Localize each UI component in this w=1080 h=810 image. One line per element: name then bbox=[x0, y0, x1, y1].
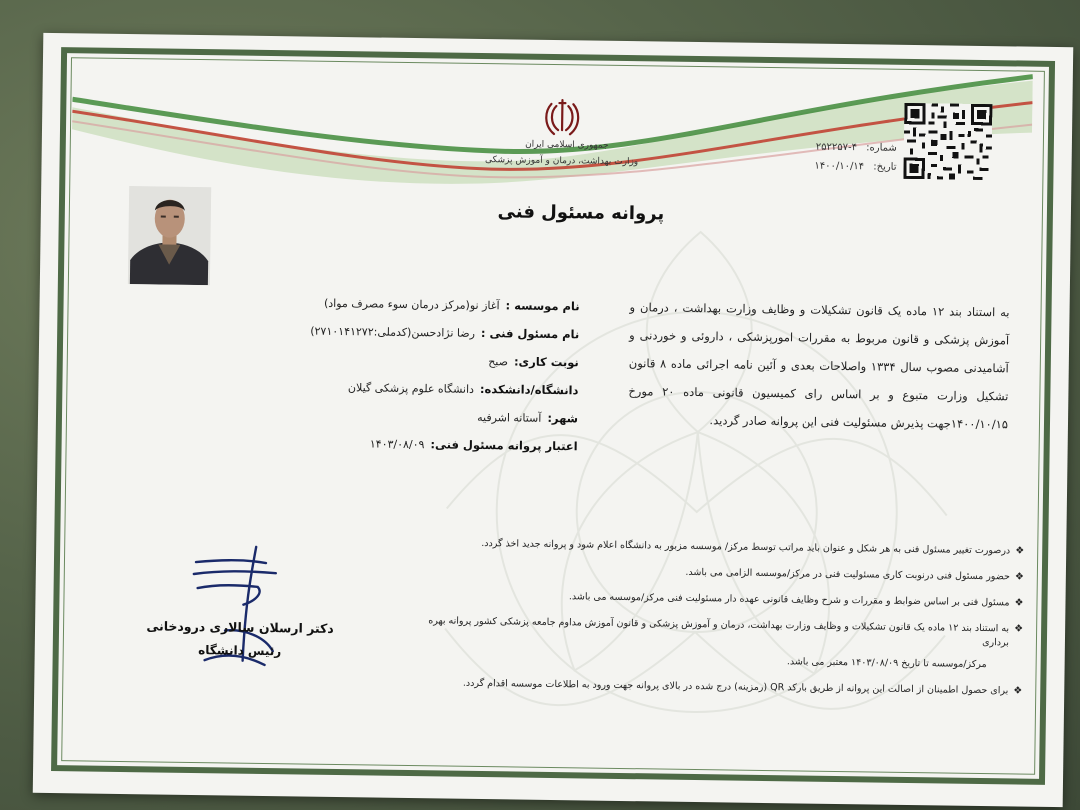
info-value: صبح bbox=[488, 355, 509, 369]
notes-list bbox=[412, 536, 1024, 711]
info-value: ۱۴۰۳/۰۸/۰۹ bbox=[369, 437, 425, 452]
number-value: ۴-۲۵۲۲۵۷ bbox=[815, 141, 858, 154]
note-continuation: مرکز/موسسه تا تاریخ ۱۴۰۳/۰۸/۰۹ معتبر می باشد. bbox=[786, 656, 987, 671]
qr-code bbox=[903, 103, 992, 180]
institution-row bbox=[307, 289, 579, 321]
license-document bbox=[33, 33, 1074, 807]
info-label: نوبت کاری: bbox=[513, 354, 579, 370]
info-value: آستانه اشرفیه bbox=[477, 410, 542, 425]
technical-manager-row bbox=[307, 317, 579, 349]
info-value: رضا نژادحسن(کدملی:۲۷۱۰۱۴۱۲۷۲) bbox=[310, 324, 476, 340]
note-item: ❖ برای حصول اطمینان از اصالت این پروانه از طریق بارکد QR (رمزینه) درج شده در بالای پروانه جهت ورود به اطلاعات موسسه اقدام گردد. bbox=[462, 677, 1023, 697]
reference-info bbox=[814, 142, 897, 181]
license-body-text: به استناد بند ۱۲ ماده یک قانون تشکیلات و وظایف وزارت بهداشت ، درمان و آموزش پزشکی و قانون مربوط به مقررات امورپزشکی ، داروئی و خوردنی و آشامیدنی مصوب سال ۱۳۳۴ واصلاحات بعدی و آئین نامه اجرائی ماده ۸ قانون تشکیل وزارت متبوع و بر اساس رای کمیسیون قانونی ماده ۲۰ مورخ ۱۴۰۰/۱۰/۱۵جهت پذیرش مسئولیت فنی این پروانه صادر گردید. bbox=[628, 300, 1010, 432]
number-label: شماره: bbox=[866, 142, 897, 154]
note-item: ❖ حضور مسئول فنی درنوبت کاری مسئولیت فنی در مرکز/موسسه الزامی می باشد. bbox=[685, 566, 1024, 583]
info-value: آغاز نو(مرکز درمان سوء مصرف مواد) bbox=[323, 296, 500, 313]
date-label: تاریخ: bbox=[873, 161, 897, 173]
note-item: ❖ درصورت تغییر مسئول فنی به هر شکل و عنوان باید مراتب توسط مرکز/ موسسه مزبور به دانشگاه اعلام شود و پروانه جدید اخذ گردد. bbox=[481, 538, 1025, 557]
info-label: دانشگاه/دانشکده: bbox=[479, 381, 579, 398]
city-row bbox=[306, 401, 578, 433]
work-shift-row bbox=[307, 345, 579, 377]
holder-photo bbox=[128, 186, 211, 285]
iran-emblem-icon bbox=[542, 96, 583, 141]
signatory-title: رئیس دانشگاه bbox=[198, 643, 282, 659]
info-value: دانشگاه علوم پزشکی گیلان bbox=[347, 381, 475, 396]
note-item: ❖ مسئول فنی بر اساس ضوابط و مقررات و شرح وظایف قانونی عهده دار مسئولیت فنی مرکز/موسسه می باشد. bbox=[568, 591, 1024, 609]
bullet-icon: ❖ bbox=[1015, 545, 1025, 557]
government-name: جمهوری اسلامی ایران bbox=[525, 139, 609, 151]
bullet-icon: ❖ bbox=[1014, 571, 1024, 583]
bullet-icon: ❖ bbox=[1014, 597, 1024, 609]
bullet-icon: ❖ bbox=[1014, 623, 1024, 635]
document-title: پروانه مسئول فنی bbox=[497, 201, 665, 225]
ministry-name: وزارت بهداشت، درمان و آموزش پزشکی bbox=[484, 155, 639, 168]
info-label: شهر: bbox=[547, 410, 579, 426]
info-label: نام موسسه : bbox=[505, 298, 580, 314]
bullet-icon: ❖ bbox=[1013, 685, 1023, 697]
validity-row bbox=[305, 429, 577, 461]
university-row bbox=[306, 373, 578, 405]
note-item: ❖ به استناد بند ۱۲ ماده یک قانون تشکیلات و وظایف وزارت بهداشت، درمان و آموزش پزشکی و قانون آموزش مداوم جامعه پزشکی کشور پروانه بهره برداری bbox=[428, 615, 1024, 649]
date-value: ۱۴۰۰/۱۰/۱۴ bbox=[814, 160, 865, 173]
license-info-list bbox=[305, 289, 579, 461]
info-label: نام مسئول فنی : bbox=[480, 325, 580, 342]
signatory-name: دکتر ارسلان سالاری درودخانی bbox=[146, 618, 334, 636]
info-label: اعتبار پروانه مسئول فنی: bbox=[430, 437, 578, 454]
